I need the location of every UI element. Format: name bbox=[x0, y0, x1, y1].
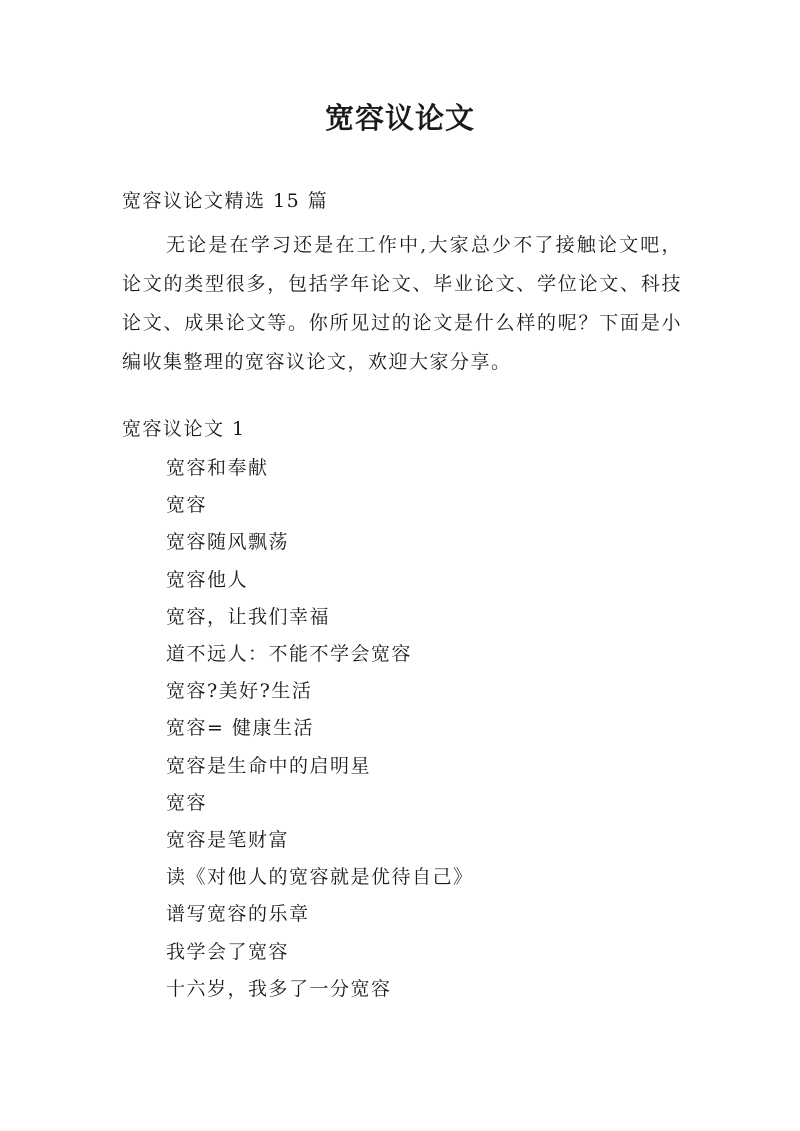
list-item: 宽容是生命中的启明星 bbox=[166, 754, 372, 777]
section-heading: 宽容议论文 1 bbox=[122, 418, 246, 440]
list-item: 宽容?美好?生活 bbox=[166, 680, 313, 703]
list-item: 读《对他人的宽容就是优待自己》 bbox=[166, 866, 474, 889]
list-item: 道不远人：不能不学会宽容 bbox=[166, 643, 413, 666]
list-item: 宽容和奉献 bbox=[166, 457, 269, 479]
list-item: 宽容，让我们幸福 bbox=[166, 605, 331, 628]
list-item: 谱写宽容的乐章 bbox=[166, 903, 310, 926]
list-item: 宽容 bbox=[166, 791, 208, 814]
list-item: 宽容随风飘荡 bbox=[166, 531, 290, 554]
list-item: 宽容他人 bbox=[166, 568, 249, 591]
intro-paragraph: 无论是在学习还是在工作中,大家总少不了接触论文吧，论文的类型很多，包括学年论文、毕业论文、学位论文、科技论文、成果论文等。你所见过的论文是什么样的呢？下面是小编收集整理的宽容议论文，欢迎大家分享。 bbox=[122, 234, 682, 373]
document-subtitle: 宽容议论文精选 15 篇 bbox=[122, 190, 329, 212]
essay-title-list bbox=[166, 450, 474, 1008]
list-item: 宽容 bbox=[166, 494, 208, 517]
document-title: 宽容议论文 bbox=[324, 101, 475, 135]
list-item: 宽容是笔财富 bbox=[166, 829, 290, 852]
list-item: 十六岁，我多了一分宽容 bbox=[166, 977, 392, 1000]
list-item: 我学会了宽容 bbox=[166, 940, 290, 963]
list-item: 宽容= 健康生活 bbox=[166, 717, 314, 740]
